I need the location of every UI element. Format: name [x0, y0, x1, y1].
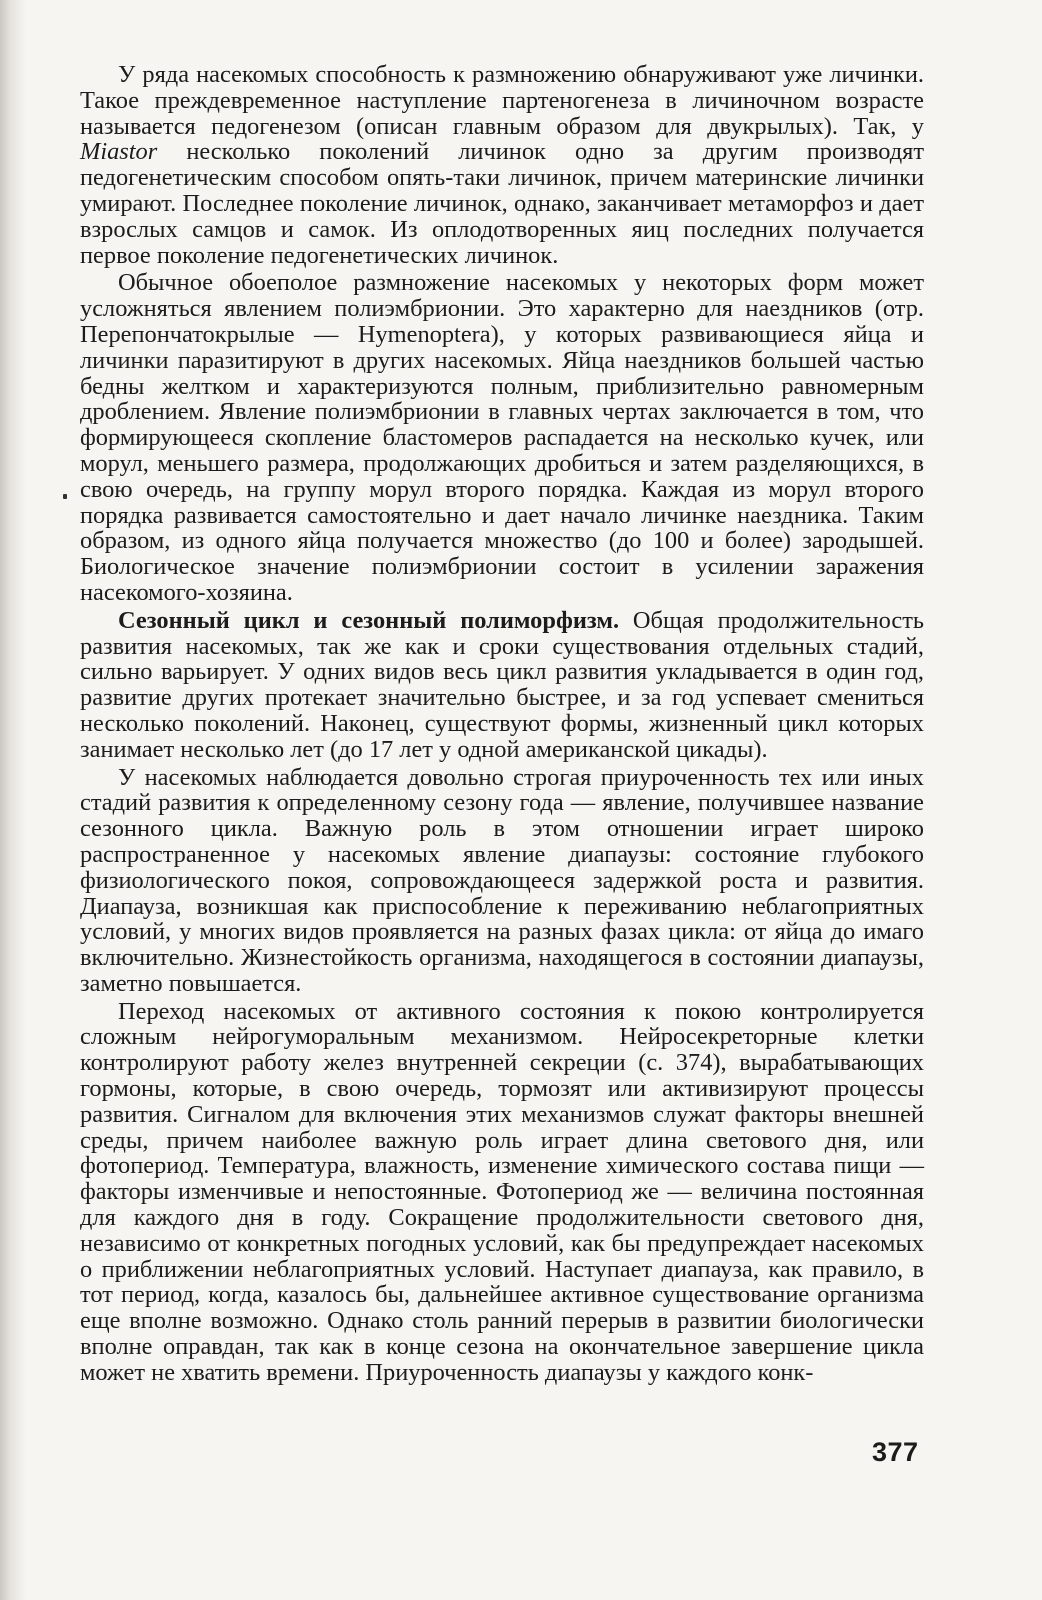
paragraph-photoperiod [80, 999, 924, 1386]
paragraph-polyembryony [80, 270, 924, 605]
text-run: несколько поколений личинок одно за другим производят педогенетическим способом опять-таки личинок, причем материнские личинки умирают. Последнее поколение личинок, однако, заканчивает метаморфоз и дает взрослых самцов и самок. Из оплодотворенных яиц последних получается первое поколение педогенетических личинок. [80, 138, 924, 269]
genus-name-italic: Miastor [80, 138, 158, 166]
body-text [80, 62, 924, 1386]
text-run: Общая продолжительность развития насекомых, так же как и сроки существования отдельных стадий, сильно варьирует. У одних видов весь цикл развития укладывается в один год, развитие других протекает значительно быстрее, и за год успевает смениться несколько поколений. Наконец, существуют формы, жизненный цикл которых занимает несколько лет (до 17 лет у одной американской цикады). [80, 606, 925, 763]
paragraph-diapause [80, 765, 924, 997]
text-run: У ряда насекомых способность к размножению обнаруживают уже личинки. Такое преждевременное наступление партеногенеза в личиночном возрасте называется педогенезом (описан главным образом для двукрылых). Так, у [80, 61, 924, 140]
page-binding-edge [0, 0, 26, 1600]
margin-mark [63, 494, 67, 499]
page-number: 377 [872, 1437, 919, 1467]
paragraph-pedogenesis [80, 62, 924, 268]
paragraph-seasonal-cycle [80, 608, 924, 763]
text-run: У насекомых наблюдается довольно строгая приуроченность тех или иных стадий развития к определенному сезону года — явление, получившее название сезонного цикла. Важную роль в этом отношении играет широко распространенное у насекомых явление диапаузы: состояние глубокого физиологического покоя, сопровождающееся задержкой роста и развития. Диапауза, возникшая как приспособление к переживанию неблагоприятных условий, у многих видов проявляется на разных фазах цикла: от яйца до имаго включительно. Жизнестойкость организма, находящегося в состоянии диапаузы, заметно повышается. [80, 763, 924, 997]
text-run: Переход насекомых от активного состояния к покою контролируется сложным нейрогуморальным механизмом. Нейросекреторные клетки контролируют работу желез внутренней секреции (с. 374), вырабатывающих гормоны, которые, в свою очередь, тормозят или активизируют процессы развития. Сигналом для включения этих механизмов служат факторы внешней среды, причем наиболее важную роль играет длина светового дня, или фотопериод. Температура, влажность, изменение химического состава пищи — факторы изменчивые и непостоянные. Фотопериод же — величина постоянная для каждого дня в году. Сокращение продолжительности светового дня, независимо от конкретных погодных условий, как бы предупреждает насекомых о приближении неблагоприятных условий. Наступает диапауза, как правило, в тот период, когда, казалось бы, дальнейшее активное существование организма еще вполне возможно. Однако столь ранний перерыв в развитии биологически вполне оправдан, так как в конце сезона на окончательное завершение цикла может не хватить времени. Приуроченность диапаузы у каждого конк- [80, 997, 924, 1386]
text-run: Обычное обоеполое размножение насекомых у некоторых форм может усложняться явлением полиэмбрионии. Это характерно для наездников (отр. Перепончатокрылые — Hymenoptera), у которых развивающиеся яйца и личинки паразитируют в других насекомых. Яйца наездников большей частью бедны желтком и характеризуются полным, приблизительно равномерным дроблением. Явление полиэмбрионии в главных чертах заключается в том, что формирующееся скопление бластомеров распадается на несколько кучек, или морул, меньшего размера, продолжающих дробиться и затем разделяющихся, в свою очередь, на группу морул второго порядка. Каждая из морул второго порядка развивается самостоятельно и дает начало личинке наездника. Таким образом, из одного яйца получается множество (до 100 и более) зародышей. Биологическое значение полиэмбрионии состоит в усилении заражения насекомого-хозяина. [80, 269, 924, 606]
section-heading: Сезонный цикл и сезонный полиморфизм. [118, 606, 620, 634]
